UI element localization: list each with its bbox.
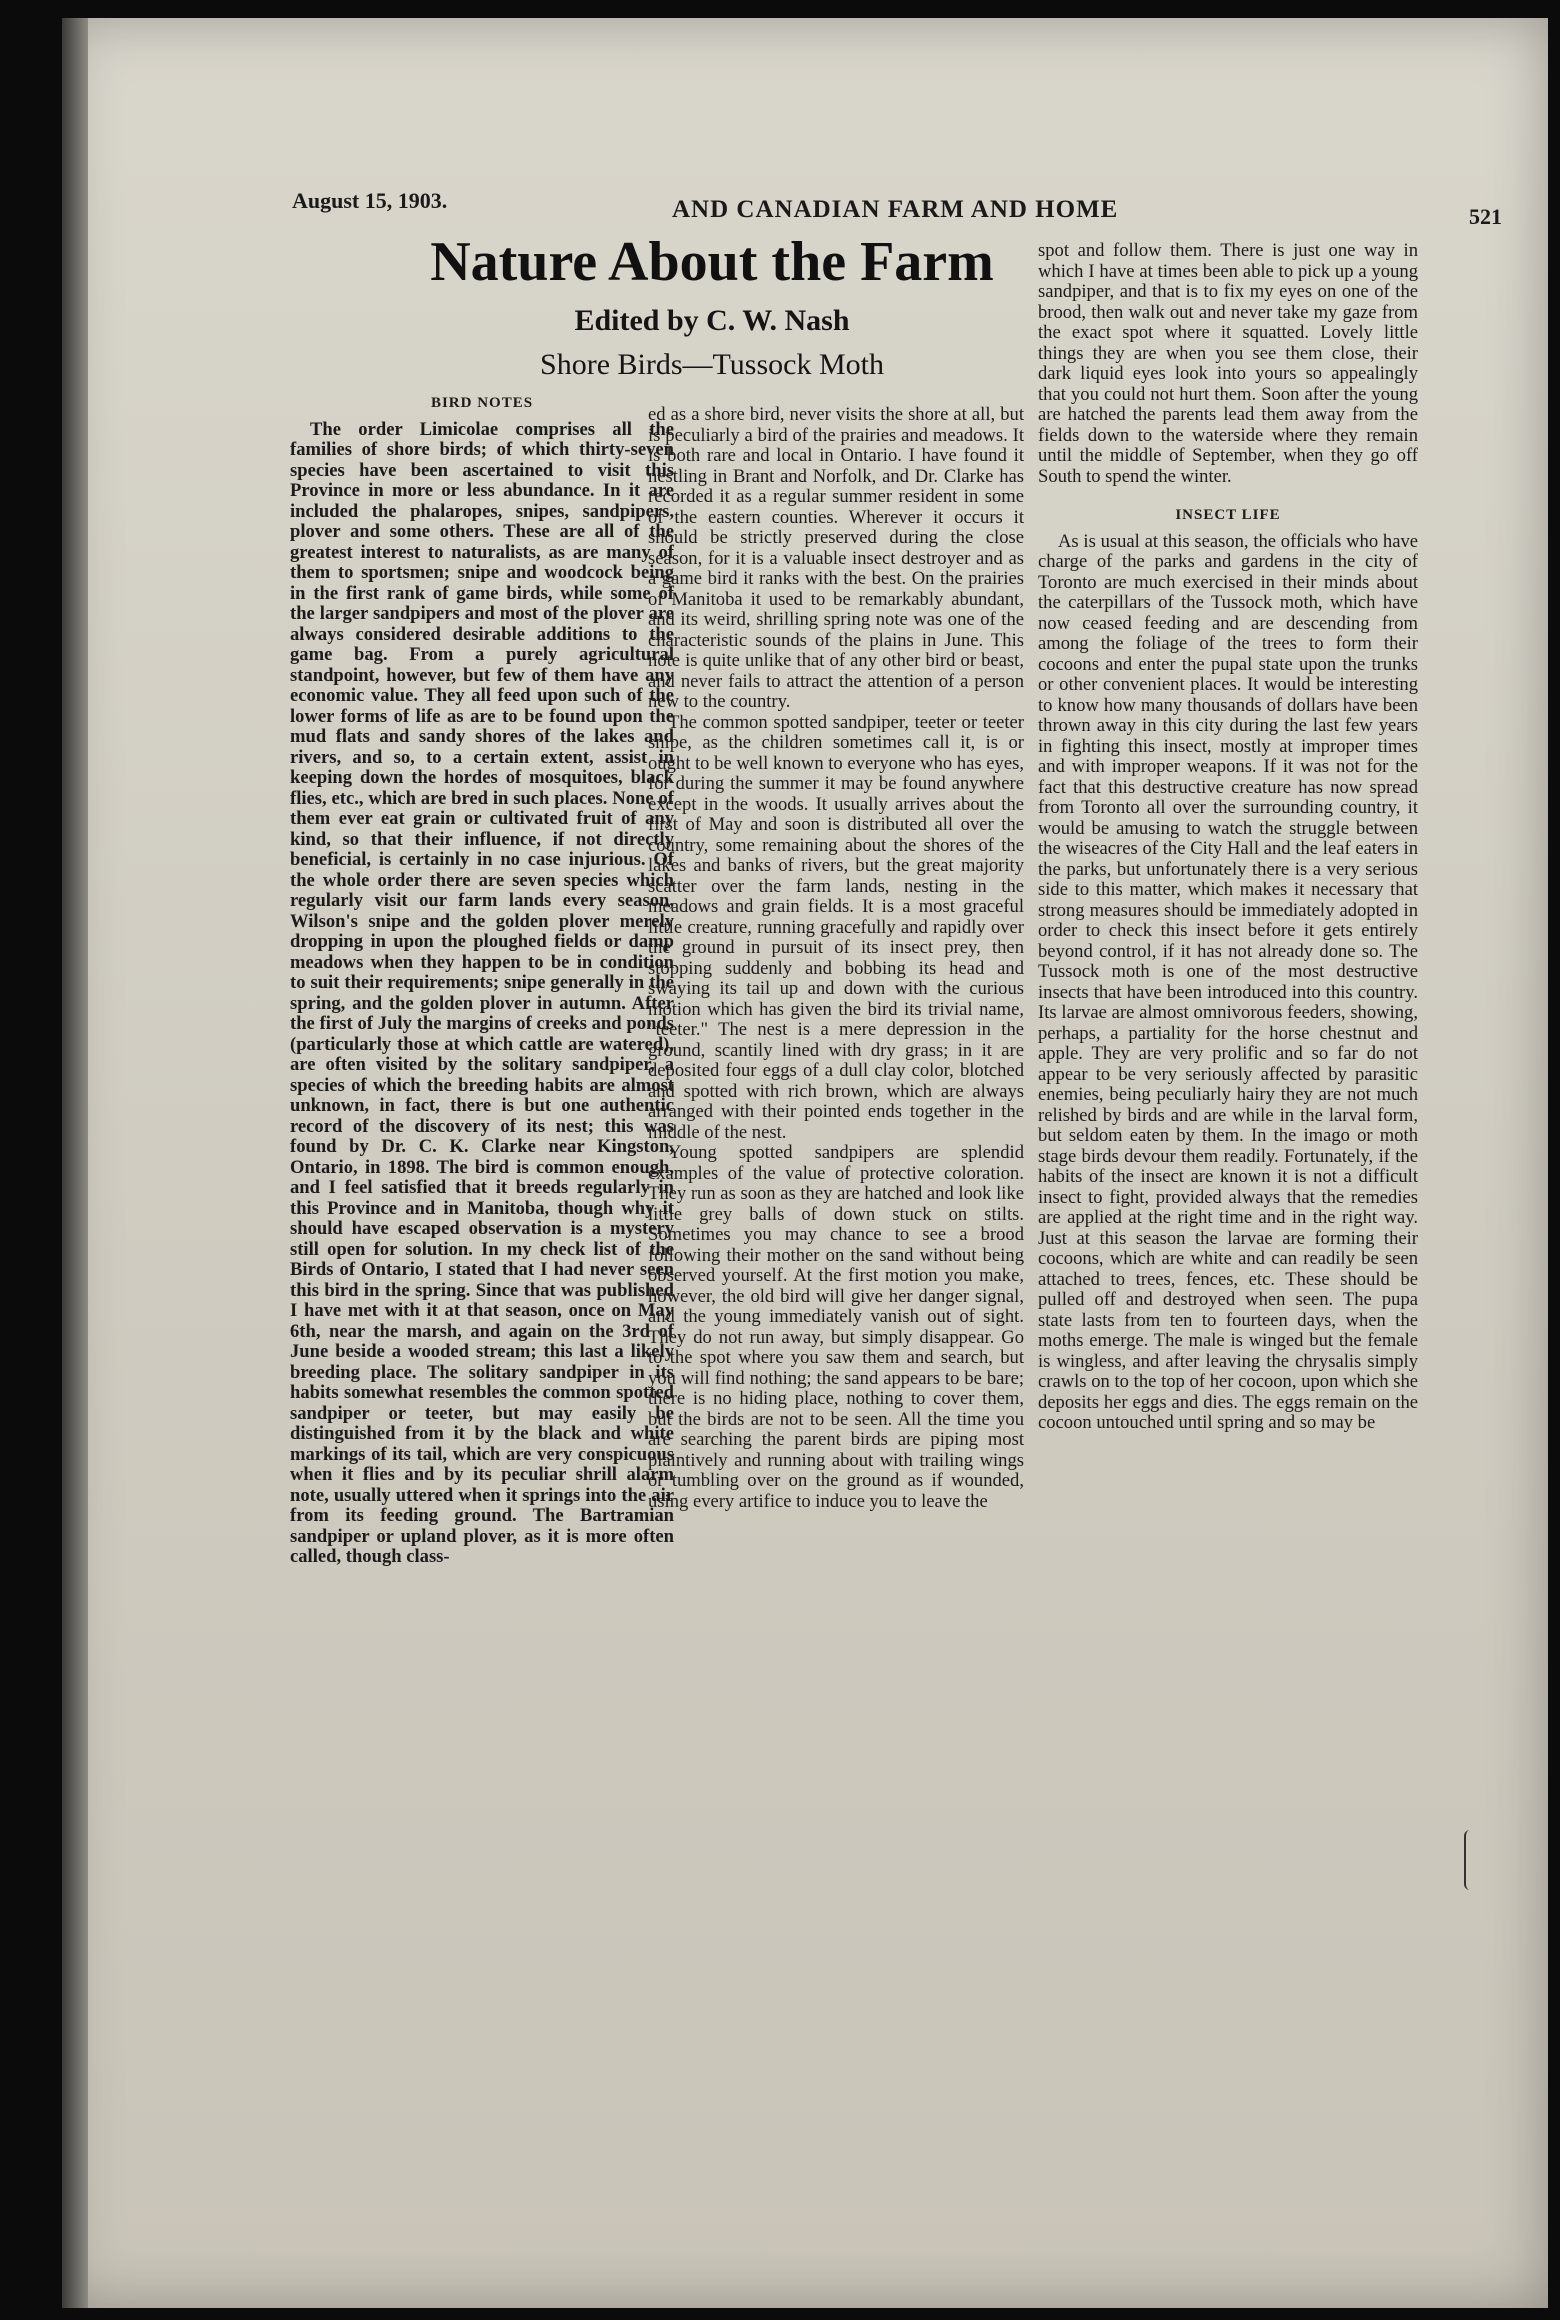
paragraph: ed as a shore bird, never visits the shore at all, but is peculiarly a bird of the prairies and meadows. It is both rare and local in Ontario. I have found it nestling in Brant and Norfolk, and Dr. Clarke has recorded it as a regular summer resident in some of the eastern counties. Wherever it occurs it should be strictly preserved during the close season, for it is a valuable insect destroyer and as a game bird it ranks with the best. On the prairies of Manitoba it used to be remarkably abundant, and its weird, shrilling spring note was one of the characteristic sounds of the plains in June. This note is quite unlike that of any other bird or beast, and never fails to attract the attention of a person new to the country.	[648, 404, 1024, 712]
paragraph: As is usual at this season, the officials who have charge of the parks and gardens in the city of Toronto are much exercised in their minds about the caterpillars of the Tussock moth, which have now ceased feeding and are descending from among the foliage of the trees to form their cocoons and enter the pupal state upon the trunks or other convenient places. It would be interesting to know how many thousands of dollars have been thrown away in this city during the last few years in fighting this insect, mostly at improper times and with improper weapons. If it was not for the fact that this destructive creature has now spread from Toronto all over the surrounding country, it would be amusing to watch the struggle between the wiseacres of the City Hall and the leaf eaters in the parks, but unfortunately there is a very serious side to this matter, which makes it necessary that strong measures should be immediately adopted in order to check this insect before it gets entirely beyond control, if it has not already done so. The Tussock moth is one of the most destructive insects that have been introduced into this country. Its larvae are almost omnivorous feeders, showing, perhaps, a partiality for the horse chestnut and apple. They are very prolific and so far do not appear to be very seriously affected by parasitic enemies, being peculiarly hairy they are not much relished by birds and are while in the larval form, but seldom eaten by them. In the imago or moth stage birds devour them readily. Fortunately, if the habits of the insect are known it is not a difficult insect to fight, provided always that the remedies are applied at the right time and in the right way. Just at this season the larvae are forming their cocoons, which are white and can readily be seen attached to trees, fences, etc. These should be pulled off and destroyed when seen. The pupa state lasts from ten to fourteen days, when the moths emerge. The male is winged but the female is wingless, and after leaving the chrysalis simply crawls on to the top of her cocoon, upon which she deposits her eggs and dies. The eggs remain on the cocoon untouched until spring and so may be	[1038, 530, 1418, 1433]
page-number: 521	[1469, 204, 1502, 229]
column-2	[648, 405, 1024, 1512]
page-header	[212, 188, 1502, 228]
section-heading-bird-notes: BIRD NOTES	[430, 395, 534, 411]
newspaper-page	[62, 18, 1548, 2308]
paragraph: spot and follow them. There is just one way in which I have at times been able to pick up a young sandpiper, and that is to fix my eyes on one of the brood, then walk out and never take my gaze from the exact spot where it squatted. Lovely little things they are when you see them close, their dark liquid eyes look into yours so appealingly that you could not hurt them. Soon after the young are hatched the parents lead them away from the fields down to the waterside where they remain until the middle of September, when they go off South to spend the winter.	[1038, 240, 1418, 487]
article-title: Nature About the Farm	[430, 231, 994, 293]
paragraph: Young spotted sandpipers are splendid examples of the value of protective coloration. They run as soon as they are hatched and look like little grey balls of down stuck on stilts. Sometimes you may chance to see a brood following their mother on the sand without being observed yourself. At the first motion you make, however, the old bird will give her danger signal, and the young immediately vanish out of sight. They do not run away, but simply disappear. Go to the spot where you saw them and search, but you will find nothing; the sand appears to be bare; there is no hiding place, nothing to cover them, but the birds are not to be seen. All the time you are searching the parent birds are piping most plaintively and running about with trailing wings or tumbling over on the ground as if wounded, using every artifice to induce you to leave the	[648, 1142, 1024, 1512]
binding-edge	[62, 18, 88, 2308]
column-1	[290, 393, 674, 1568]
paragraph: The common spotted sandpiper, teeter or teeter snipe, as the children sometimes call it, is or ought to be well known to everyone who has eyes, for during the summer it may be found anywhere except in the woods. It usually arrives about the first of May and soon is distributed all over the country, some remaining about the shores of the lakes and banks of rivers, but the great majority scatter over the farm lands, nesting in the meadows and grain fields. It is a most graceful little creature, running gracefully and rapidly over the ground in pursuit of its insect prey, then stopping suddenly and bobbing its head and swaying its tail up and down with the curious motion which has given the bird its trivial name, "teeter." The nest is a mere depression in the ground, scantily lined with dry grass; in it are deposited four eggs of a dull clay color, blotched and spotted with rich brown, which are always arranged with their pointed ends together in the middle of the nest.	[648, 711, 1024, 1143]
issue-date: August 15, 1903.	[292, 188, 448, 213]
margin-mark	[1464, 1830, 1476, 1890]
article-byline: Edited by C. W. Nash	[574, 304, 850, 337]
column-3	[1038, 241, 1418, 1434]
article-subtitle: Shore Birds—Tussock Moth	[540, 348, 884, 381]
paragraph: The order Limicolae comprises all the families of shore birds; of which thirty-seven species have been ascertained to visit this Province in more or less abundance. In it are included the phalaropes, snipes, sandpipers, plover and some others. These are all of the greatest interest to naturalists, as are many of them to sportsmen; snipe and woodcock being in the first rank of game birds, while some of the larger sandpipers and most of the plover are always considered desirable additions to the game bag. From a purely agricultural standpoint, however, but few of them have any economic value. They all feed upon such of the lower forms of life as are to be found upon the mud flats and sandy shores of the lakes and rivers, and so, to a certain extent, assist in keeping down the hordes of mosquitoes, black flies, etc., which are bred in such places. None of them ever eat grain or cultivated fruit of any kind, so that their influence, if not directly beneficial, is certainly in no case injurious. Of the whole order there are seven species which regularly visit our farm lands every season, Wilson's snipe and the golden plover merely dropping in upon the ploughed fields or damp meadows when they happen to be in condition to suit their requirements; snipe generally in the spring, and the golden plover in autumn. After the first of July the margins of creeks and ponds (particularly those at which cattle are watered), are often visited by the solitary sandpiper, a species of which the breeding habits are almost unknown, in fact, there is but one authentic record of the discovery of its nest; this was found by Dr. C. K. Clarke near Kingston, Ontario, in 1898. The bird is common enough, and I feel satisfied that it breeds regularly in this Province and in Manitoba, though why it should have escaped observation is a mystery still open for solution. In my check list of the Birds of Ontario, I stated that I had never seen this bird in the spring. Since that was published I have met with it at that season, once on May 6th, near the marsh, and again on the 3rd of June beside a wooded stream; this last a likely breeding place. The solitary sandpiper in its habits somewhat resembles the common spotted sandpiper or teeter, but may easily be distinguished from it by the black and white markings of its tail, which are very conspicuous when it flies and by its peculiar shrill alarm note, usually uttered when it springs into the air from its feeding ground. The Bartramian sandpiper or upland plover, as it is more often called, though class-	[290, 418, 674, 1567]
journal-title: AND CANADIAN FARM AND HOME	[672, 196, 1119, 223]
section-heading-insect-life: INSECT LIFE	[1175, 507, 1281, 523]
